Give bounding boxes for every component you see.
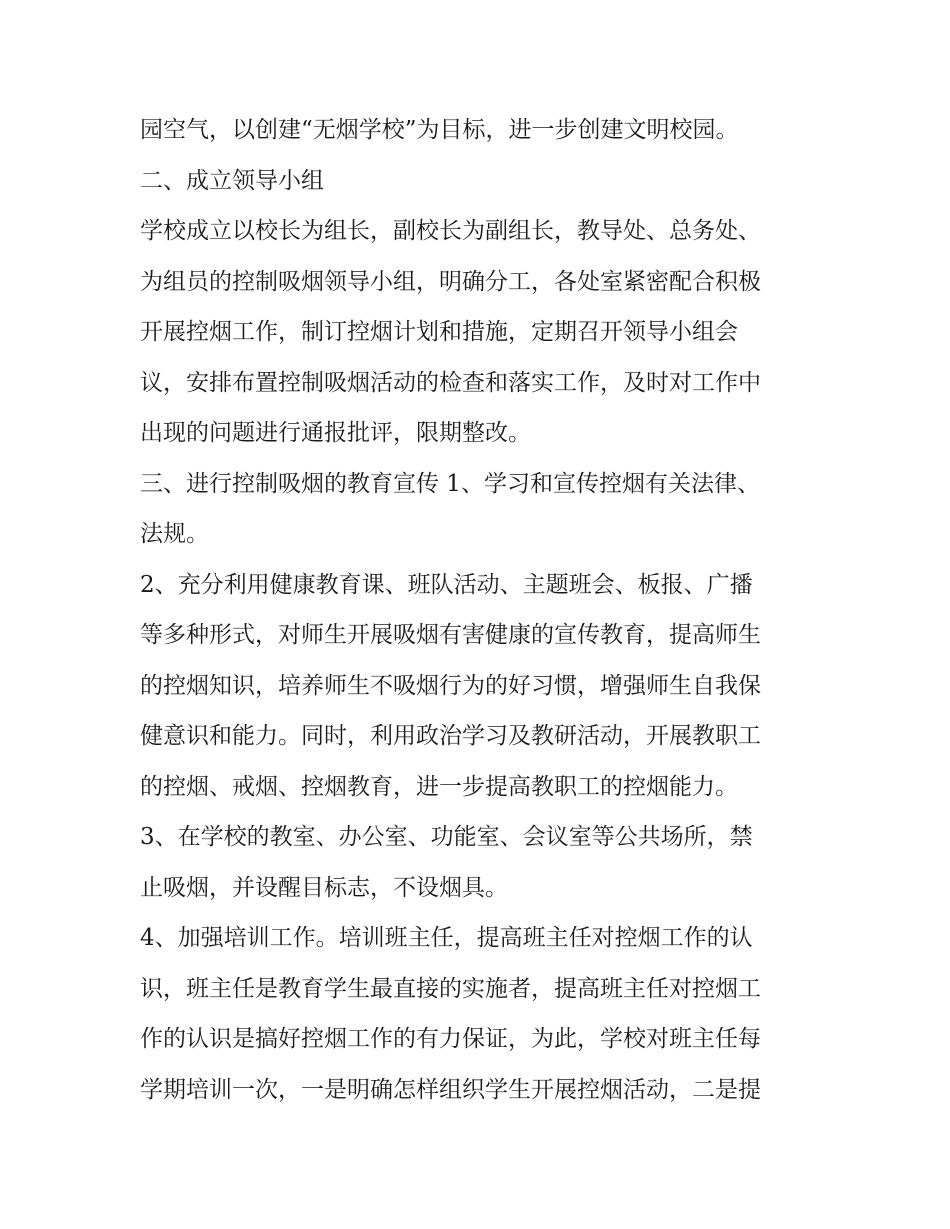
text-line: 法规。 <box>140 521 209 547</box>
text-line: 的控烟知识，培养师生不吸烟行为的好习惯，增强师生自我保 <box>140 673 761 699</box>
text-line: 2、充分利用健康教育课、班队活动、主题班会、板报、广播 <box>140 572 753 598</box>
text-line: 3、在学校的教室、办公室、功能室、会议室等公共场所，禁 <box>140 824 753 850</box>
text-line: 健意识和能力。同时，利用政治学习及教研活动，开展教职工 <box>140 723 761 749</box>
text-line: 止吸烟，并设醒目标志，不设烟具。 <box>140 875 508 901</box>
text-line: 4、加强培训工作。培训班主任，提高班主任对控烟工作的认 <box>140 925 753 951</box>
section-heading: 二、成立领导小组 <box>140 168 324 194</box>
text-line: 为组员的控制吸烟领导小组，明确分工，各处室紧密配合积极 <box>140 269 761 295</box>
text-line: 开展控烟工作，制订控烟计划和措施，定期召开领导小组会 <box>140 319 738 345</box>
text-line: 学期培训一次，一是明确怎样组织学生开展控烟活动，二是提 <box>140 1077 761 1103</box>
text-line: 作的认识是搞好控烟工作的有力保证，为此，学校对班主任每 <box>140 1026 761 1052</box>
text-line: 识，班主任是教育学生最直接的实施者，提高班主任对控烟工 <box>140 976 761 1002</box>
section-heading: 三、进行控制吸烟的教育宣传 1、学习和宣传控烟有关法律、 <box>140 471 760 497</box>
text-line: 等多种形式，对师生开展吸烟有害健康的宣传教育，提高师生 <box>140 622 761 648</box>
text-line: 出现的问题进行通报批评，限期整改。 <box>140 420 531 446</box>
text-line: 的控烟、戒烟、控烟教育，进一步提高教职工的控烟能力。 <box>140 774 738 800</box>
text-line: 议，安排布置控制吸烟活动的检查和落实工作，及时对工作中 <box>140 370 761 396</box>
text-line: 学校成立以校长为组长，副校长为副组长，教导处、总务处、 <box>140 218 761 244</box>
text-line: 园空气，以创建“无烟学校”为目标，进一步创建文明校园。 <box>140 117 739 143</box>
